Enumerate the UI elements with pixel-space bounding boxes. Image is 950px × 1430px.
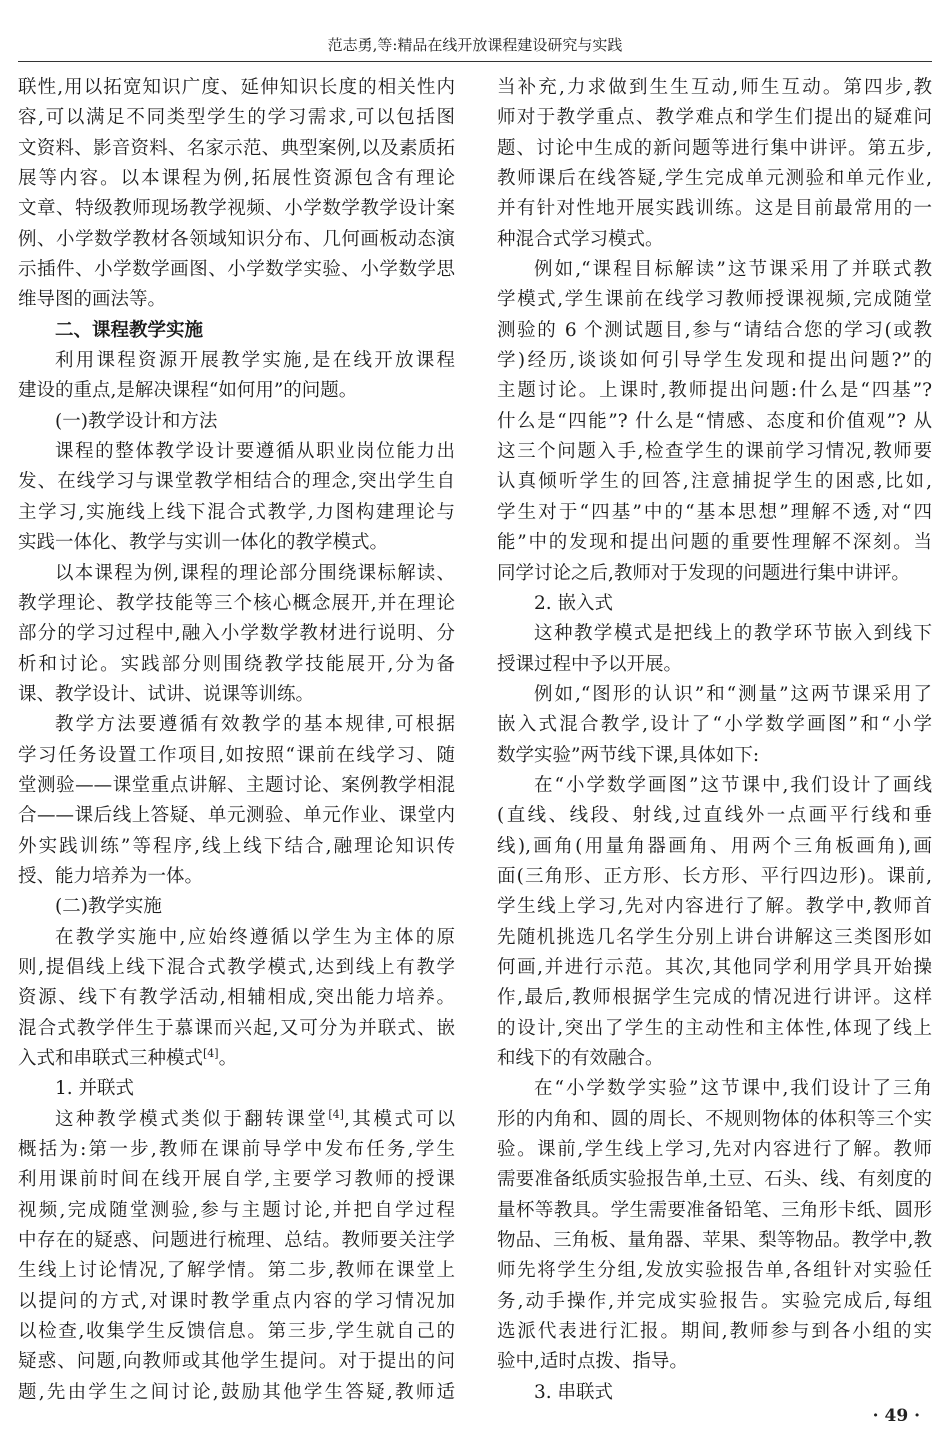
line-text: 和线下的有效融合。 bbox=[497, 1048, 664, 1069]
line-text: 例如,“课程目标解读”这节课采用了并联式教 bbox=[534, 259, 932, 281]
line-text: 验中,适时点拨、指导。 bbox=[497, 1351, 688, 1373]
line-text: 例、小学数学教材各领域知识分布、几何画板动态演 bbox=[18, 228, 455, 250]
text-line bbox=[18, 832, 455, 862]
text-line bbox=[18, 1014, 455, 1044]
text-line bbox=[18, 559, 455, 589]
line-text: (一)教学设计和方法 bbox=[55, 410, 218, 432]
line-text: 测验的 6 个测试题目,参与“请结合您的学习(或教 bbox=[497, 319, 932, 341]
line-text: 什么是“四能”? 什么是“情感、态度和价值观”? 从 bbox=[497, 410, 932, 432]
text-line bbox=[497, 285, 932, 315]
line-text: 这种教学模式是把线上的教学环节嵌入到线下 bbox=[534, 623, 932, 645]
text-line bbox=[497, 1105, 932, 1135]
text-line bbox=[497, 73, 932, 103]
line-text: 实践一体化、教学与实训一体化的教学模式。 bbox=[18, 532, 389, 554]
line-text: 师先将学生分组,发放实验报告单,各组针对实验任 bbox=[497, 1260, 932, 1282]
text-line bbox=[497, 619, 932, 649]
line-text: 以提问的方式,对课时教学重点内容的学习情况加 bbox=[18, 1290, 455, 1312]
text-line bbox=[497, 741, 932, 771]
line-text: 概括为:第一步,教师在课前导学中发布任务,学生 bbox=[18, 1139, 455, 1161]
line-text: 量杯等教具。学生需要准备铅笔、三角形卡纸、圆形 bbox=[497, 1199, 932, 1221]
line-text: 教学方法要遵循有效教学的基本规律,可根据 bbox=[55, 714, 455, 736]
text-line bbox=[497, 923, 932, 953]
line-text: 数学实验”两节线下课,具体如下: bbox=[497, 744, 760, 766]
line-text: 同学讨论之后,教师对于发现的问题进行集中讲评。 bbox=[497, 562, 910, 584]
line-text-tail: 。 bbox=[218, 1048, 238, 1069]
text-line bbox=[18, 589, 455, 619]
text-line bbox=[497, 407, 932, 437]
header-rule bbox=[18, 61, 932, 62]
text-line bbox=[497, 1317, 932, 1347]
line-text: 教学理论、教学技能等三个核心概念展开,并在理论 bbox=[18, 592, 455, 614]
text-line bbox=[18, 1196, 455, 1226]
text-line bbox=[497, 467, 932, 497]
text-line bbox=[497, 346, 932, 376]
line-text: 则,提倡线上线下混合式教学模式,达到线上有教学 bbox=[18, 956, 455, 978]
text-line bbox=[497, 528, 932, 558]
line-text: 1. 并联式 bbox=[55, 1078, 135, 1100]
line-text: 务,动手操作,并完成实验报告。实验完成后,每组 bbox=[497, 1290, 932, 1312]
line-text: 发、在线学习与课堂教学相结合的理念,突出学生自 bbox=[18, 471, 455, 493]
line-text: 利用课程资源开展教学实施,是在线开放课程 bbox=[55, 350, 455, 372]
text-line bbox=[18, 650, 455, 680]
line-text: 在“小学数学画图”这节课中,我们设计了画线 bbox=[534, 774, 932, 796]
line-text: 这种教学模式类似于翻转课堂 bbox=[55, 1108, 329, 1130]
text-line bbox=[18, 801, 455, 831]
line-text: 建设的重点,是解决课程“如何用”的问题。 bbox=[18, 380, 358, 402]
text-line bbox=[18, 771, 455, 801]
line-text: (二)教学实施 bbox=[55, 896, 162, 918]
line-text-tail: ,其模式可以 bbox=[343, 1108, 455, 1130]
text-line bbox=[18, 73, 455, 103]
text-line bbox=[18, 862, 455, 892]
line-text: 认真倾听学生的回答,注意捕捉学生的困惑,比如, bbox=[497, 471, 932, 493]
text-line bbox=[18, 953, 455, 983]
text-line bbox=[18, 710, 455, 740]
line-text: 二、课程教学实施 bbox=[55, 319, 204, 341]
citation-ref: [4] bbox=[328, 1107, 344, 1121]
line-text: 能”中的发现和提出问题的重要性理解不深刻。当 bbox=[497, 532, 932, 554]
text-line bbox=[18, 528, 455, 558]
line-text: 教师课后在线答疑,学生完成单元测验和单元作业, bbox=[497, 168, 932, 190]
text-line bbox=[497, 134, 932, 164]
text-line bbox=[497, 862, 932, 892]
line-text: 学生线上学习,先对内容进行了解。教学中,教师首 bbox=[497, 896, 932, 918]
text-line bbox=[497, 801, 932, 831]
line-text: 示插件、小学数学画图、小学数学实验、小学数学思 bbox=[18, 259, 455, 281]
text-line bbox=[497, 437, 932, 467]
text-line bbox=[18, 983, 455, 1013]
text-line bbox=[497, 892, 932, 922]
text-line bbox=[18, 164, 455, 194]
line-text: 学模式,学生课前在线学习教师授课视频,完成随堂 bbox=[497, 289, 932, 311]
right-column bbox=[497, 73, 932, 1408]
text-line bbox=[18, 498, 455, 528]
page-number: · 49 · bbox=[872, 1406, 920, 1426]
text-line bbox=[497, 255, 932, 285]
text-line bbox=[497, 1014, 932, 1044]
line-text: 作,最后,教师根据学生完成的情况进行讲评。这样 bbox=[497, 987, 932, 1009]
text-line bbox=[497, 1044, 932, 1074]
line-text: 物品、三角板、量角器、苹果、梨等物品。教学中,教 bbox=[497, 1230, 932, 1252]
text-line bbox=[18, 1226, 455, 1256]
line-text: 联性,用以拓宽知识广度、延伸知识长度的相关性内 bbox=[18, 77, 455, 98]
line-text: 2. 嵌入式 bbox=[534, 592, 614, 614]
line-text: 资源、线下有教学活动,相辅相成,突出能力培养。 bbox=[18, 987, 455, 1009]
subsection-heading bbox=[497, 1378, 932, 1408]
text-line bbox=[18, 285, 455, 315]
line-text: 利用课前时间在线开展自学,主要学习教师的授课 bbox=[18, 1169, 455, 1191]
text-line bbox=[18, 1256, 455, 1286]
text-line bbox=[497, 498, 932, 528]
text-line bbox=[497, 983, 932, 1013]
text-line bbox=[18, 1347, 455, 1377]
line-text: 授课过程中予以开展。 bbox=[497, 653, 683, 675]
text-line bbox=[18, 134, 455, 164]
line-text: 展等内容。以本课程为例,拓展性资源包含有理论 bbox=[18, 168, 455, 190]
text-line bbox=[497, 1256, 932, 1286]
text-line bbox=[497, 771, 932, 801]
text-line bbox=[18, 194, 455, 224]
subsection-heading bbox=[497, 589, 932, 619]
line-text: 在教学实施中,应始终遵循以学生为主体的原 bbox=[55, 926, 455, 948]
line-text: 课、教学设计、试讲、说课等训练。 bbox=[18, 683, 315, 705]
text-line bbox=[18, 619, 455, 649]
line-text: 析和讨论。实践部分则围绕教学技能展开,分为备 bbox=[18, 653, 455, 675]
text-line bbox=[497, 103, 932, 133]
subsection-heading bbox=[18, 407, 455, 437]
text-line bbox=[497, 1226, 932, 1256]
line-text: 维导图的画法等。 bbox=[18, 289, 167, 311]
line-text: 容,可以满足不同类型学生的学习需求,可以包括图 bbox=[18, 107, 455, 129]
line-text: 先随机挑选几名学生分别上讲台讲解这三类图形如 bbox=[497, 926, 932, 948]
line-text: 何画,并进行示范。其次,其他同学利用学具开始操 bbox=[497, 956, 932, 978]
text-line bbox=[497, 194, 932, 224]
line-text: 以本课程为例,课程的理论部分围绕课标解读、 bbox=[55, 562, 455, 584]
text-line bbox=[18, 1378, 455, 1408]
text-line bbox=[497, 1074, 932, 1104]
line-text: 入式和串联式三种模式 bbox=[18, 1048, 204, 1069]
line-text: 混合式教学伴生于慕课而兴起,又可分为并联式、嵌 bbox=[18, 1017, 455, 1039]
text-line bbox=[18, 376, 455, 406]
text-line bbox=[18, 346, 455, 376]
text-line bbox=[497, 376, 932, 406]
text-line bbox=[497, 316, 932, 346]
subsection-heading bbox=[18, 892, 455, 922]
text-line bbox=[18, 1105, 455, 1135]
text-line bbox=[18, 923, 455, 953]
line-text: 课程的整体教学设计要遵循从职业岗位能力出 bbox=[55, 441, 455, 463]
text-line bbox=[497, 1165, 932, 1195]
line-text: 师对于教学重点、教学难点和学生们提出的疑难问 bbox=[497, 107, 932, 129]
line-text: 授、能力培养为一体。 bbox=[18, 865, 204, 887]
line-text: 当补充,力求做到生生互动,师生互动。第四步,教 bbox=[497, 77, 932, 98]
line-text: 合——课后线上答疑、单元测验、单元作业、课堂内 bbox=[18, 805, 455, 827]
text-line bbox=[497, 680, 932, 710]
line-text: 视频,完成随堂测验,参与主题讨论,并把自学过程 bbox=[18, 1199, 455, 1221]
line-text: 选派代表进行汇报。期间,教师参与到各小组的实 bbox=[497, 1321, 932, 1343]
line-text: 主学习,实施线上线下混合式教学,力图构建理论与 bbox=[18, 501, 455, 523]
text-line bbox=[497, 710, 932, 740]
line-text: 并有针对性地开展实践训练。这是目前最常用的一 bbox=[497, 198, 932, 220]
text-line bbox=[497, 164, 932, 194]
text-line bbox=[18, 741, 455, 771]
text-line bbox=[18, 1165, 455, 1195]
line-text: 例如,“图形的认识”和“测量”这两节课采用了 bbox=[534, 683, 932, 705]
line-text: 需要准备纸质实验报告单,土豆、石头、线、有刻度的 bbox=[497, 1169, 932, 1191]
text-line bbox=[497, 1347, 932, 1377]
line-text: 文章、特级教师现场教学视频、小学数学教学设计案 bbox=[18, 198, 455, 220]
line-text: 验。课前,学生线上学习,先对内容进行了解。教师 bbox=[497, 1139, 932, 1161]
line-text: 生线上讨论情况,了解学情。第二步,教师在课堂上 bbox=[18, 1260, 455, 1282]
text-line bbox=[497, 953, 932, 983]
line-text: 外实践训练”等程序,线上线下结合,融理论知识传 bbox=[18, 835, 455, 857]
line-text: 种混合式学习模式。 bbox=[497, 228, 664, 250]
line-text: 形的内角和、圆的周长、不规则物体的体积等三个实 bbox=[497, 1108, 932, 1130]
text-line bbox=[497, 225, 932, 255]
text-line bbox=[497, 650, 932, 680]
text-line bbox=[18, 437, 455, 467]
line-text: 主题讨论。上课时,教师提出问题:什么是“四基”? bbox=[497, 380, 932, 402]
line-text: 疑惑、问题,向教师或其他学生提问。对于提出的问 bbox=[18, 1351, 455, 1373]
line-text: 题,先由学生之间讨论,鼓励其他学生答疑,教师适 bbox=[18, 1381, 455, 1403]
text-line bbox=[18, 1044, 455, 1074]
subsection-heading bbox=[18, 1074, 455, 1104]
text-line bbox=[18, 680, 455, 710]
text-line bbox=[18, 225, 455, 255]
line-text: 文资料、影音资料、名家示范、典型案例,以及素质拓 bbox=[18, 137, 455, 159]
line-text: 的设计,突出了学生的主动性和主体性,体现了线上 bbox=[497, 1017, 932, 1039]
line-text: 中存在的疑惑、问题进行梳理、总结。教师要关注学 bbox=[18, 1230, 455, 1252]
line-text: 学)经历,谈谈如何引导学生发现和提出问题?”的 bbox=[497, 350, 932, 372]
line-text: 这三个问题入手,检查学生的课前学习情况,教师要 bbox=[497, 441, 932, 463]
text-line bbox=[497, 1135, 932, 1165]
text-line bbox=[18, 1135, 455, 1165]
text-line bbox=[18, 255, 455, 285]
line-text: 3. 串联式 bbox=[534, 1381, 614, 1403]
text-line bbox=[18, 1287, 455, 1317]
line-text: 堂测验——课堂重点讲解、主题讨论、案例教学相混 bbox=[18, 774, 455, 796]
text-line bbox=[497, 1287, 932, 1317]
line-text: 学生对于“四基”中的“基本思想”理解不透,对“四 bbox=[497, 501, 932, 523]
line-text: 以检查,收集学生反馈信息。第三步,学生就自己的 bbox=[18, 1321, 455, 1343]
line-text: 部分的学习过程中,融入小学数学教材进行说明、分 bbox=[18, 623, 455, 645]
text-line bbox=[18, 103, 455, 133]
text-line bbox=[497, 1196, 932, 1226]
line-text: 学习任务设置工作项目,如按照“课前在线学习、随 bbox=[18, 744, 455, 766]
line-text: 嵌入式混合教学,设计了“小学数学画图”和“小学 bbox=[497, 714, 932, 736]
text-line bbox=[18, 467, 455, 497]
left-column bbox=[18, 73, 455, 1408]
text-line bbox=[18, 1317, 455, 1347]
line-text: (直线、线段、射线,过直线外一点画平行线和垂 bbox=[497, 805, 932, 827]
line-text: 面(三角形、正方形、长方形、平行四边形)。课前, bbox=[497, 865, 932, 887]
text-line bbox=[497, 832, 932, 862]
line-text: 在“小学数学实验”这节课中,我们设计了三角 bbox=[534, 1078, 932, 1100]
citation-ref: [4] bbox=[203, 1047, 219, 1060]
text-line bbox=[497, 559, 932, 589]
line-text: 题、讨论中生成的新问题等进行集中讲评。第五步, bbox=[497, 137, 932, 159]
section-heading bbox=[18, 316, 455, 346]
running-header: 范志勇,等:精品在线开放课程建设研究与实践 bbox=[327, 36, 623, 54]
line-text: 线),画角(用量角器画角、用两个三角板画角),画 bbox=[497, 835, 932, 857]
